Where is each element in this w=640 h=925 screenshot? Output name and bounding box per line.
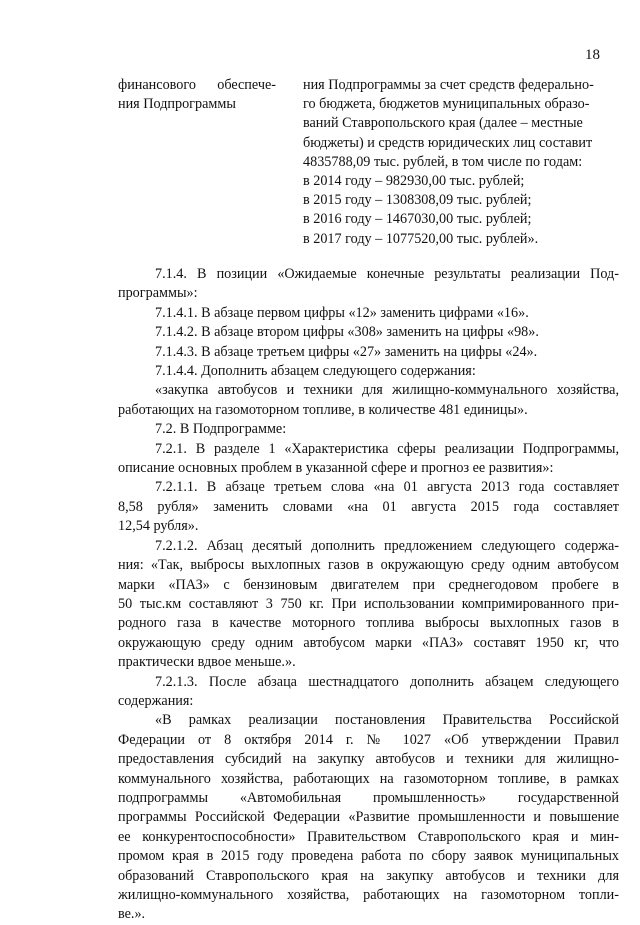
right-cell-line: в 2014 году – 982930,00 тыс. рублей; (303, 173, 525, 190)
quote-2-line-6: программы Российской Федерации «Развитие промышленности и повышение (118, 809, 619, 826)
quote-2-word: подпрограммы (118, 789, 208, 806)
quote-1-line-2: работающих на газомоторном топливе, в количестве 481 единицы». (118, 401, 528, 418)
quote-2-word: «Автомобильная (239, 789, 342, 806)
quote-2-line-5 (118, 789, 619, 808)
left-cell-line-1 (118, 76, 276, 95)
paragraph-7-2-1-2-line-1: 7.2.1.2. Абзац десятый дополнить предложением следующего содержа- (155, 537, 619, 554)
quote-2-word: промышленность» (373, 789, 487, 806)
paragraph-7-2-1-2-line-6: окружающую среду одним автобусом марки «ПАЗ» составят 1950 кг, что (118, 634, 619, 651)
right-cell-line: ния Подпрограммы за счет средств федерально- (303, 77, 594, 93)
right-cell-line: ваний Ставропольского края (далее – местные (303, 115, 583, 132)
left-cell-word-2: обеспече- (217, 77, 276, 93)
right-cell-line: в 2017 году – 1077520,00 тыс. рублей». (303, 230, 539, 247)
quote-2-line-8: промом края в 2015 году проведена работа по сбору заявок муниципальных (118, 848, 619, 865)
paragraph-7-2-1-2-line-7: практически вдвое меньше.». (118, 654, 296, 671)
paragraph-7-2-1-1-line-3: 12,54 рубля». (118, 518, 199, 535)
paragraph-7-2-1-2-line-5: родного газа в качестве моторного топлива выбросы выхлопных газов в (118, 615, 619, 632)
right-cell-line: в 2015 году – 1308308,09 тыс. рублей; (303, 192, 532, 209)
paragraph-7-1-4-2: 7.1.4.2. В абзаце втором цифры «308» заменить на цифры «98». (155, 324, 539, 341)
paragraph-7-2-1-2-line-3: марки «ПАЗ» с бензиновым двигателем при среднегодовом пробеге в (118, 576, 619, 593)
left-cell-line-2: ния Подпрограммы (118, 96, 236, 113)
quote-2-line-7: ее конкурентоспособности» Правительством Ставропольского края и мин- (118, 828, 619, 845)
quote-2-line-9: образований Ставропольского края на закупку автобусов и техники для (118, 867, 619, 884)
paragraph-7-1-4-1: 7.1.4.1. В абзаце первом цифры «12» заменить цифрами «16». (155, 304, 529, 321)
page-number: 18 (585, 47, 600, 63)
quote-2-word: государственной (517, 789, 619, 806)
quote-2-line-1: «В рамках реализации постановления Правительства Российской (155, 712, 619, 729)
quote-1-line-1: «закупка автобусов и техники для жилищно-коммунального хозяйства, (155, 382, 619, 399)
paragraph-7-2-1-3-line-1: 7.2.1.3. После абзаца шестнадцатого дополнить абзацем следующего (155, 673, 619, 690)
paragraph-7-2-1-2-line-4: 50 тыс.км составляют 3 750 кг. При использовании компримированного при- (118, 595, 619, 612)
right-cell-line: 4835788,09 тыс. рублей, в том числе по годам: (303, 153, 583, 170)
table-right-cell (303, 76, 621, 249)
paragraph-7-2-1-line-2: описание основных проблем в указанной сфере и прогноз ее развития»: (118, 460, 554, 477)
paragraph-7-2-1-1-line-2: 8,58 рубля» заменить словами «на 01 августа 2015 года составляет (118, 498, 619, 515)
document-body (118, 265, 619, 925)
quote-2-line-2: Федерации от 8 октября 2014 г. № 1027 «Об утверждении Правил (118, 731, 619, 748)
quote-2-line-11: ве.». (118, 906, 146, 923)
right-cell-line: бюджеты) и средств юридических лиц составит (303, 134, 593, 151)
paragraph-7-1-4-line-1: 7.1.4. В позиции «Ожидаемые конечные результаты реализации Под- (155, 266, 619, 282)
paragraph-7-2: 7.2. В Подпрограмме: (155, 421, 287, 438)
table-left-cell (118, 76, 276, 114)
paragraph-7-2-1-3-line-2: содержания: (118, 692, 194, 709)
paragraph-7-2-1-line-1: 7.2.1. В разделе 1 «Характеристика сферы реализации Подпрограммы, (155, 440, 619, 457)
right-cell-line: в 2016 году – 1467030,00 тыс. рублей; (303, 211, 532, 228)
paragraph-7-1-4-4: 7.1.4.4. Дополнить абзацем следующего содержания: (155, 363, 476, 380)
quote-2-line-3: предоставления субсидий на закупку автобусов и техники для жилищно- (118, 751, 619, 768)
paragraph-7-2-1-1-line-1: 7.2.1.1. В абзаце третьем слова «на 01 августа 2013 года составляет (155, 479, 619, 496)
quote-2-line-10: жилищно-коммунального хозяйства, работающих на газомоторном топли- (118, 887, 619, 903)
paragraph-7-2-1-2-line-2: ния: «Так, выбросы выхлопных газов в окружающую среду одним автобусом (118, 557, 619, 574)
right-cell-line: го бюджета, бюджетов муниципальных образо- (303, 96, 590, 113)
quote-2-line-4: коммунального хозяйства, работающих на газомоторном топливе, в рамках (118, 770, 619, 787)
paragraph-7-1-4-3: 7.1.4.3. В абзаце третьем цифры «27» заменить на цифры «24». (155, 343, 538, 360)
paragraph-7-1-4-line-2: программы»: (118, 285, 198, 302)
left-cell-word-1: финансового (118, 77, 196, 93)
